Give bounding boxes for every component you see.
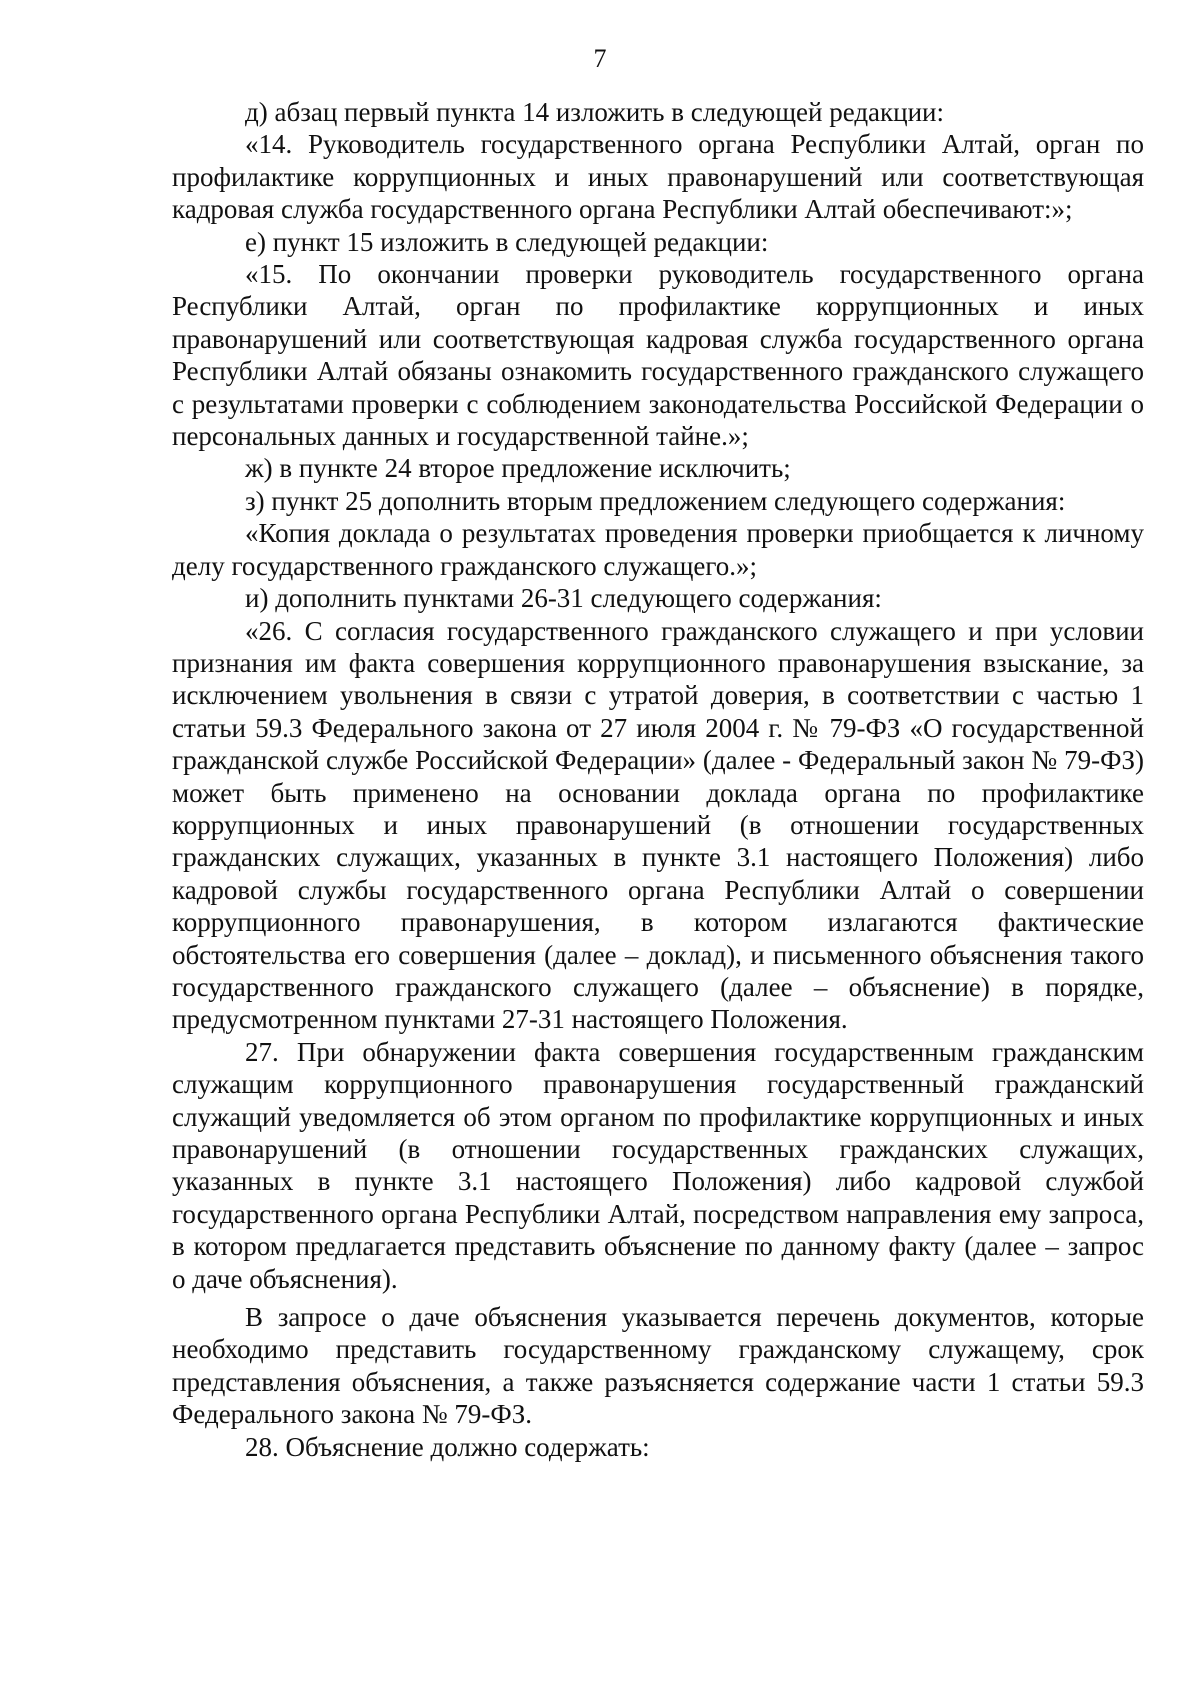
paragraph-amend-item-14-intro: д) абзац первый пункта 14 изложить в следующей редакции:	[245, 97, 945, 127]
paragraph-amend-item-24: ж) в пункте 24 второе предложение исключить;	[245, 453, 791, 484]
paragraph-item-28: 28. Объяснение должно содержать:	[245, 1431, 650, 1462]
paragraph-item-27: 27. При обнаружении факта совершения государственным гражданским служащим коррупционного правонарушения государственный гражданский служащий уведомляется об этом органом по профилактике коррупционных и иных правонарушений (в отношении государственных гражданских служащих, указанных в пункте 3.1 настоящего Положения) либо кадровой службой государственного органа Республики Алтай, посредством направления ему запроса, в котором предлагается представить объяснение по данному факту (далее – запрос о даче объяснения).	[172, 1036, 1144, 1294]
page-number: 7	[593, 44, 607, 73]
paragraph-item-14-text: «14. Руководитель государственного органа Республики Алтай, орган по профилактике коррупционных и иных правонарушений или соответствующая кадровая служба государственного органа Республики Алтай обеспечивают:»;	[172, 129, 1144, 225]
paragraph-add-items-26-31-intro: и) дополнить пунктами 26-31 следующего содержания:	[245, 583, 882, 614]
paragraph-amend-item-15-intro: е) пункт 15 изложить в следующей редакции:	[245, 226, 769, 257]
paragraph-amend-item-25-intro: з) пункт 25 дополнить вторым предложением следующего содержания:	[245, 485, 1066, 516]
paragraph-item-26: «26. С согласия государственного гражданского служащего и при условии признания им факта совершения коррупционного правонарушения взыскание, за исключением увольнения в связи с утратой доверия, в соответствии с частью 1 статьи 59.3 Федерального закона от 27 июля 2004 г. № 79-ФЗ «О государственной гражданской службе Российской Федерации» (далее - Федеральный закон № 79-ФЗ) может быть применено на основании доклада органа по профилактике коррупционных и иных правонарушений (в отношении государственных гражданских служащих, указанных в пункте 3.1 настоящего Положения) либо кадровой службы государственного органа Республики Алтай о совершении коррупционного правонарушения, в котором излагаются фактические обстоятельства его совершения (далее – доклад), и письменного объяснения такого государственного гражданского служащего (далее – объяснение) в порядке, предусмотренном пунктами 27-31 настоящего Положения.	[172, 615, 1144, 1035]
paragraph-item-25-addition: «Копия доклада о результатах проведения проверки приобщается к личному делу государственного гражданского служащего.»;	[172, 518, 1144, 581]
paragraph-item-27-request: В запросе о даче объяснения указывается перечень документов, которые необходимо представить государственному гражданскому служащему, срок представления объяснения, а также разъясняется содержание части 1 статьи 59.3 Федерального закона № 79-ФЗ.	[172, 1302, 1144, 1430]
paragraph-item-15-text: «15. По окончании проверки руководитель государственного органа Республики Алтай, орган по профилактике коррупционных и иных правонарушений или соответствующая кадровая служба государственного органа Республики Алтай обязаны ознакомить государственного гражданского служащего с результатами проверки с соблюдением законодательства Российской Федерации о персональных данных и государственной тайне.»;	[172, 259, 1144, 452]
document-body	[172, 96, 1144, 1463]
